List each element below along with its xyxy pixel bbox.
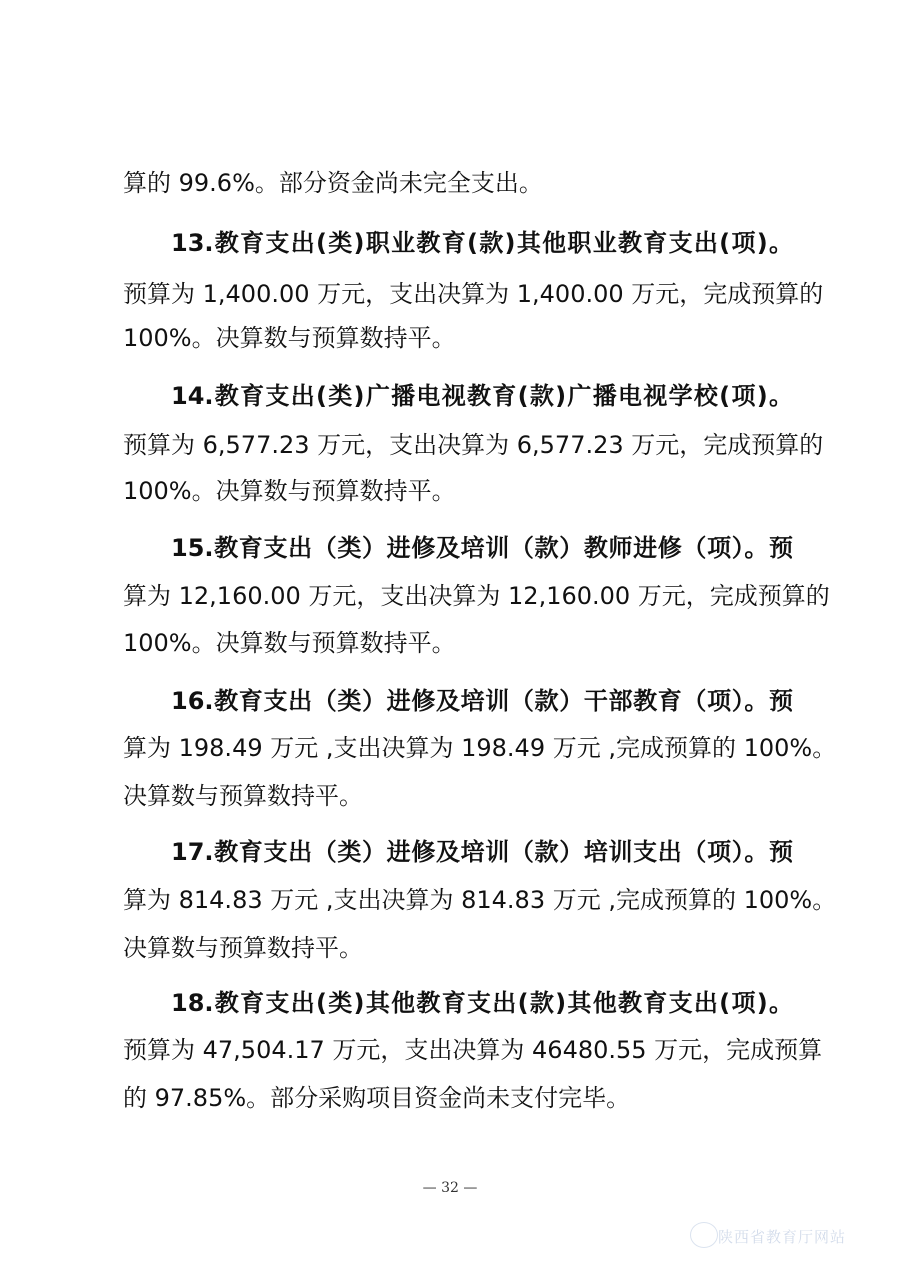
text-line: 100%。决算数与预算数持平。 [123, 477, 456, 505]
text-line: 100%。决算数与预算数持平。 [123, 629, 456, 657]
section-heading-14: 14.教育支出(类)广播电视教育(款)广播电视学校(项)。 [171, 382, 793, 410]
text-line: 预算为 47,504.17 万元，支出决算为 46480.55 万元，完成预算 [123, 1036, 823, 1064]
watermark-logo-icon [690, 1222, 718, 1248]
text-line: 决算数与预算数持平。 [123, 934, 363, 962]
section-heading-16: 16.教育支出（类）进修及培训（款）干部教育（项）。预 [171, 687, 793, 715]
watermark-text: 陕西省教育厅网站 [718, 1228, 847, 1246]
section-heading-18: 18.教育支出(类)其他教育支出(款)其他教育支出(项)。 [171, 989, 793, 1017]
page-number: — 32 — [422, 1180, 478, 1196]
text-line: 算为 12,160.00 万元，支出决算为 12,160.00 万元，完成预算的 [123, 582, 830, 610]
text-line: 预算为 6,577.23 万元，支出决算为 6,577.23 万元，完成预算的 [123, 431, 824, 459]
text-line: 算为 198.49 万元 ,支出决算为 198.49 万元 ,完成预算的 100%。 [123, 734, 837, 762]
section-heading-13: 13.教育支出(类)职业教育(款)其他职业教育支出(项)。 [171, 229, 793, 257]
text-line: 算为 814.83 万元 ,支出决算为 814.83 万元 ,完成预算的 100%。 [123, 886, 837, 914]
text-line: 决算数与预算数持平。 [123, 782, 363, 810]
text-line: 100%。决算数与预算数持平。 [123, 324, 456, 352]
text-line: 预算为 1,400.00 万元，支出决算为 1,400.00 万元，完成预算的 [123, 280, 824, 308]
section-heading-15: 15.教育支出（类）进修及培训（款）教师进修（项）。预 [171, 534, 793, 562]
section-heading-17: 17.教育支出（类）进修及培训（款）培训支出（项）。预 [171, 838, 793, 866]
text-line: 的 97.85%。部分采购项目资金尚未支付完毕。 [123, 1084, 631, 1112]
text-line: 算的 99.6%。部分资金尚未完全支出。 [123, 169, 543, 197]
